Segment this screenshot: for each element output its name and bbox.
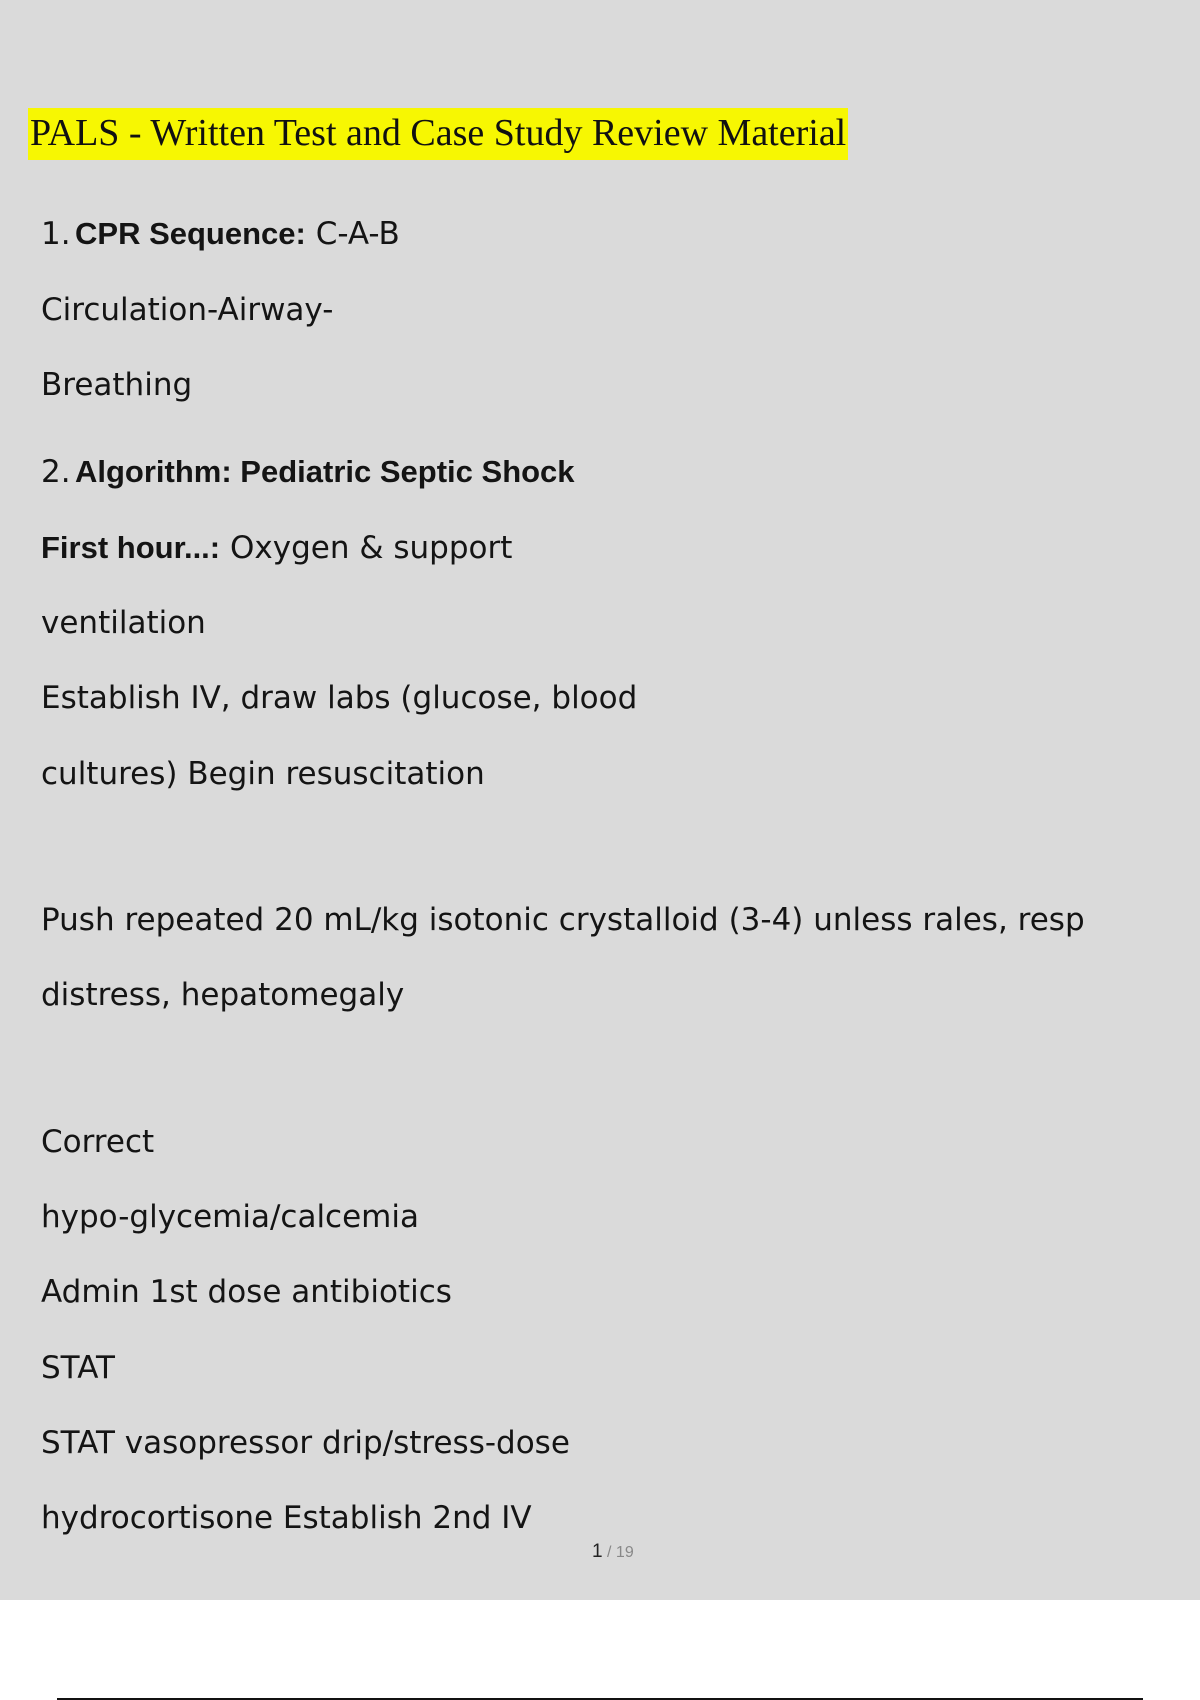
first-hour-text: Oxygen & support: [220, 530, 513, 566]
item-number: 2.: [41, 454, 71, 490]
page-indicator: [592, 1541, 634, 1563]
item-heading: CPR Sequence:: [75, 216, 306, 251]
body-line: Push repeated 20 mL/kg isotonic crystalloid (3-4) unless rales, resp: [41, 902, 1085, 938]
body-line: Correct: [41, 1124, 155, 1160]
current-page-number: 1: [592, 1541, 603, 1562]
body-line: Circulation-Airway-: [41, 292, 334, 328]
body-line: Establish IV, draw labs (glucose, blood: [41, 680, 638, 716]
total-pages: 19: [615, 1544, 634, 1561]
first-hour-label: First hour...:: [41, 530, 221, 565]
body-line: STAT vasopressor drip/stress-dose: [41, 1425, 570, 1461]
item-number: 1.: [41, 216, 71, 252]
body-line: Breathing: [41, 367, 193, 403]
item-text: C-A-B: [305, 216, 400, 252]
body-line: STAT: [41, 1350, 115, 1386]
page-separator: /: [602, 1544, 616, 1561]
list-item-septic-shock: [41, 452, 575, 492]
body-line: cultures) Begin resuscitation: [41, 756, 485, 792]
body-line: ventilation: [41, 605, 206, 641]
document-title: PALS - Written Test and Case Study Review Material: [28, 108, 848, 160]
body-line: hypo-glycemia/calcemia: [41, 1199, 419, 1235]
body-line: distress, hepatomegaly: [41, 977, 405, 1013]
body-line: hydrocortisone Establish 2nd IV: [41, 1500, 532, 1536]
item-heading: Algorithm: Pediatric Septic Shock: [75, 454, 575, 489]
first-hour-line: [41, 528, 512, 568]
list-item-cpr-sequence: [41, 214, 400, 254]
body-line: Admin 1st dose antibiotics: [41, 1274, 452, 1310]
